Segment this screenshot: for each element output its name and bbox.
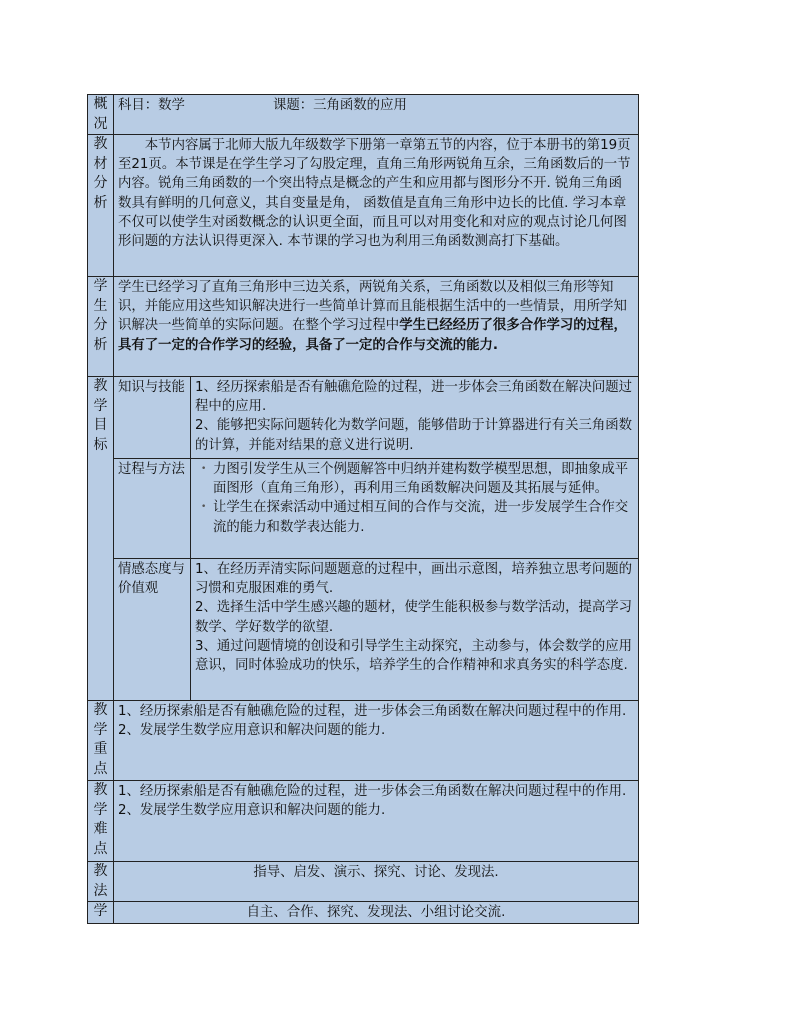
material-row — [88, 135, 639, 277]
difficulty-1: 1、经历探索船是否有触礁危险的过程，进一步体会三角函数在解决问题过程中的作用. — [118, 784, 627, 799]
difficulty-2: 2、发展学生数学应用意识和解决问题的能力. — [118, 803, 386, 819]
students-row — [88, 277, 639, 377]
goals-label: 教学目标 — [88, 377, 114, 701]
attitude-item-1: 1、在经历弄清实际问题题意的过程中，画出示意图，培养独立思考问题的习惯和克服困难的勇气. — [195, 562, 633, 597]
study-label: 学 — [88, 902, 114, 924]
process-label: 过程与方法 — [114, 459, 191, 559]
goals-attitude-row — [88, 559, 639, 701]
attitude-label: 情感态度与价值观 — [114, 559, 191, 701]
overview-label: 概况 — [88, 95, 114, 135]
attitude-content — [191, 559, 639, 701]
attitude-item-2: 2、选择生活中学生感兴趣的题材，使学生能积极参与数学活动，提高学习数学、学好数学的欲望. — [195, 600, 633, 635]
knowledge-item-1: 1、经历探索船是否有触礁危险的过程，进一步体会三角函数在解决问题过程中的应用. — [195, 380, 633, 415]
lesson-plan-document — [87, 94, 638, 924]
overview-row — [88, 95, 639, 135]
students-text-a: 学生已经学习了直角三角形中三边关系，两锐角关系，三角函数以及相似三角形等知识，并能应用这些知识解决进行一些简单计算而且能根据生活中的一些情景，用所学知识解决一些简单的实际问题。在整个学习过程中 — [118, 280, 627, 334]
knowledge-item-2: 2、能够把实际问题转化为数学问题，能够借助于计算器进行有关三角函数的计算，并能对结果的意义进行说明. — [195, 418, 633, 453]
students-text-b: 学生已经经历了很多合作学习的过程，具有了一定的合作学习的经验，具备了一定的合作与交流的能力. — [118, 318, 627, 353]
key-points-row — [88, 701, 639, 781]
difficulties-content — [114, 781, 639, 862]
process-list — [195, 460, 634, 537]
knowledge-label: 知识与技能 — [114, 377, 191, 459]
difficulties-row — [88, 781, 639, 862]
students-content — [114, 277, 639, 377]
goals-process-row — [88, 459, 639, 559]
attitude-item-3: 3、通过问题情境的创设和引导学生主动探究，主动参与，体会数学的应用意识，同时体验成功的快乐，培养学生的合作精神和求真务实的科学态度. — [195, 638, 633, 674]
material-text: 本节内容属于北师大版九年级数学下册第一章第五节的内容，位于本册书的第19页至21页。本节课是在学生学习了勾股定理，直角三角形两锐角互余，三角函数后的一节内容。锐角三角函数的一个突出特点是概念的产生和应用都与图形分不开. 锐角三角函数具有鲜明的几何意义，其自变量是角， 函数值是直角三角形中边长的比值. 学习本章不仅可以使学生对函数概念的认识更全面，而且可以对用变化和对应的观点讨论几何图形问题的方法认识得更深入. 本节课的学习也为利用三角函数测高打下基础。 — [118, 138, 631, 250]
overview-content — [114, 95, 639, 135]
key-points-label: 教学重点 — [88, 701, 114, 781]
methods-content: 指导、启发、演示、探究、讨论、发现法. — [114, 862, 639, 902]
process-item-1: • 力图引发学生从三个例题解答中归纳并建构数学模型思想，即抽象成平面图形（直角三角形），再利用三角函数解决问题及其拓展与延伸。 — [213, 460, 634, 498]
topic-text: 课题：三角函数的应用 — [272, 98, 407, 113]
material-label: 教材分析 — [88, 135, 114, 277]
lesson-plan-table — [87, 94, 639, 924]
goals-knowledge-row — [88, 377, 639, 459]
key-points-content — [114, 701, 639, 781]
material-content — [114, 135, 639, 277]
difficulties-label: 教学难点 — [88, 781, 114, 862]
study-content: 自主、合作、探究、发现法、小组讨论交流. — [114, 902, 639, 924]
students-label: 学生分析 — [88, 277, 114, 377]
key-point-1: 1、经历探索船是否有触礁危险的过程，进一步体会三角函数在解决问题过程中的作用. — [118, 704, 627, 719]
methods-row — [88, 862, 639, 902]
subject-text: 科目：数学 — [118, 98, 185, 113]
study-row — [88, 902, 639, 924]
knowledge-content — [191, 377, 639, 459]
methods-label: 教法 — [88, 862, 114, 902]
process-content — [191, 459, 639, 559]
process-item-2: • 让学生在探索活动中通过相互间的合作与交流，进一步发展学生合作交流的能力和数学表达能力. — [213, 498, 634, 536]
key-point-2: 2、发展学生数学应用意识和解决问题的能力. — [118, 723, 386, 739]
